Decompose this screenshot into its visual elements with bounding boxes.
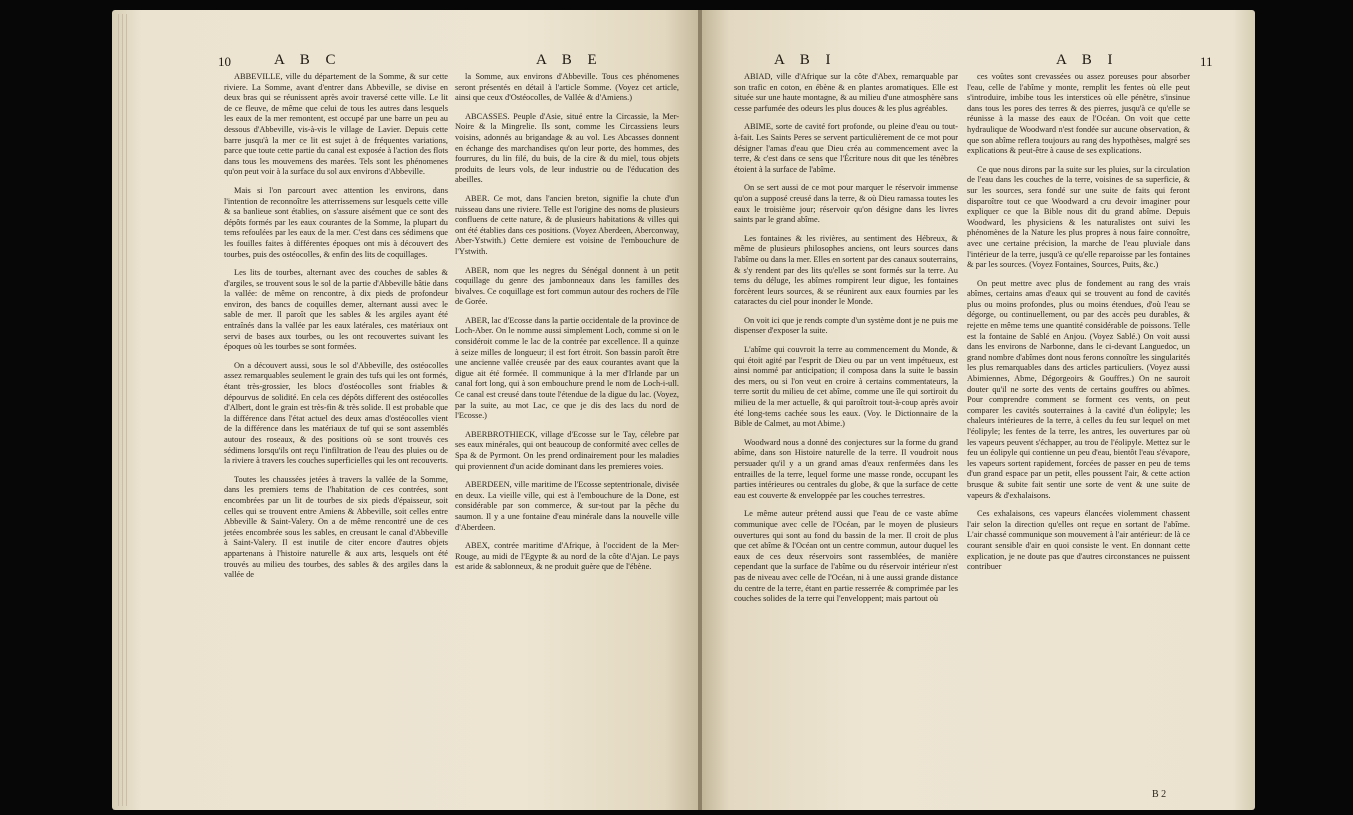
text-column-2 <box>455 72 679 581</box>
entry-text: Mais si l'on parcourt avec attention les environs, dans l'intention de reconnoître les atterrissemens sur lesquels cette ville & sa banlieue sont établies, on s'assure aisément que ce sont des dépôts formés par les eaux courantes de la Somme, la plupart du tems refoulées par les eaux de la mer. C'est dans ces sédimens que les fouilles faites à différentes époques ont mis à découvert des tourbes, puis des ostéocolles, & enfin des lits de coquillages. <box>224 185 448 259</box>
open-book <box>112 10 1255 810</box>
running-header-right: A B E <box>536 52 603 68</box>
article-paragraph <box>224 72 448 178</box>
article-paragraph <box>967 279 1190 501</box>
entry-headword: ABCASSES. <box>465 111 510 121</box>
entry-headword: ABER, <box>465 265 490 275</box>
text-column-1 <box>224 72 448 589</box>
article-paragraph <box>455 266 679 308</box>
article-paragraph <box>734 183 958 225</box>
article-paragraph <box>967 165 1190 271</box>
page-edge <box>122 14 123 806</box>
entry-text: sorte de cavité fort profonde, ou pleine d'eau ou tout-à-fait. Les Saints Peres se servent particulièrement de ce mot pour désigner l'amas d'eau que Dieu créa au commencement avec la terre, & c'est dans ce sens que l'Écriture nous dit que les ténèbres étoient à la surface de l'abîme. <box>734 122 958 174</box>
article-paragraph <box>734 509 958 604</box>
entry-headword: ABIAD, <box>744 72 773 81</box>
article-paragraph <box>967 509 1190 573</box>
entry-headword: ABIME, <box>744 122 774 132</box>
text-column-2 <box>967 72 1190 581</box>
article-paragraph <box>455 194 679 258</box>
entry-text: On peut mettre avec plus de fondement au rang des vrais abîmes, certains amas d'eaux qui se trouvent au fond de cavités plus ou moins profondes, plus ou moins étendues, d'où l'eau se dégorge, ou continuellement, ou par des accès peu durables, & rejette en même tems une quantité considérable de poissons. Telle est la fontaine de Sablé en Anjou. (Voyez Sablé.) On voit aussi dans les environs de Narbonne, dans le ci-devant Languedoc, un grand nombre d'abîmes dont nous ferons connoître les singularités les plus remarquables dans des articles particuliers. (Voyez aussi Abimiennes, Abme, Dégorgeoirs & Gouffres.) On ne sauroit douter qu'il ne sorte des vents de certains gouffres ou abîmes. Pour comprendre comment se forment ces vents, on peut comparer les cavités souterraines à la cavité d'un éolipyle; les chaleurs intérieures de la terre, à celles du feu sur lequel on met l'éolipyle; les fentes de la terre, les antres, les ouvertures par où les vapeurs peuvent s'échapper, au trou de l'éolipyle. Mettez sur le feu un éolipyle qui contienne un peu d'eau, bientôt l'eau s'évapore, les vapeurs sortent rapidement, forcées de passer en peu de tems d'un grand espace par un petit, elles poussent l'air, & cette action brusque & subite fait sentir une sorte de vent & une suite de vapeurs & d'exhalaisons. <box>967 278 1190 500</box>
entry-text: Ce que nous dirons par la suite sur les pluies, sur la circulation de l'eau dans les couches de la terre, voisines de sa superficie, & sur les sources, sera fondé sur une suite de faits qui feront disparoître tout ce que Woodward a cru devoir imaginer pour expliquer ce que la Bible nous dit du grand abîme. Depuis Woodward, les physiciens & les naturalistes ont suivi les phénomènes de la Nature les plus propres à nous faire connoître, avec une certaine précision, la marche de l'eau pluviale dans l'intérieur de la terre, jusqu'à ce qu'elle reparoisse par les fontaines & par les sources. (Voyez Fontaines, Sources, Puits, &c.) <box>967 164 1190 270</box>
article-paragraph <box>455 480 679 533</box>
page-edge <box>118 14 119 806</box>
article-paragraph <box>224 361 448 467</box>
article-paragraph <box>734 122 958 175</box>
entry-text: Le même auteur prétend aussi que l'eau de ce vaste abîme communique avec celle de l'Océan, par le moyen de plusieurs ouvertures qui sont au fond du bassin de la mer. Il croit de plus que cet abîme & l'Océan ont un centre commun, autour duquel les eaux de ces deux réservoirs sont rassemblées, de manière cependant que la surface de l'abîme ou du réservoir intérieur n'est pas de niveau avec celle de l'Océan, ni à une aussi grande distance du centre de la terre, étant en partie resserrée & comprimée par les couches solides de la terre qui l'enveloppent; mais partout où <box>734 509 958 604</box>
entry-text: nom que les negres du Sénégal donnent à un petit coquillage du genre des jambonneaux dans les familles des bivalves. Ce coquillage est fort commun autour des rochers de l'île de Gorée. <box>455 265 679 307</box>
entry-text: la Somme, aux environs d'Abbeville. Tous ces phénomenes seront présentés en détail à l'article Somme. (Voyez cet article, ainsi que ceux d'Ostéocolles, de Vallée & d'Amiens.) <box>455 72 679 103</box>
signature-mark: B 2 <box>1152 789 1167 800</box>
right-page <box>702 10 1255 810</box>
article-paragraph <box>455 430 679 472</box>
entry-headword: ABERDEEN, <box>465 480 512 490</box>
entry-text: Peuple d'Asie, situé entre la Circassie, la Mer-Noire & la Mingrelie. Ils sont, comme les Circassiens leurs voisins, adonnés au brigandage & au vol. Les Abcasses donnent en échange des marchandises qu'on leur porte, des hommes, des fourrures, du lin filé, du buis, de la cire & du miel, tous objets produits de leurs vols, de leur industrie ou de l'éducation des abeilles. <box>455 111 679 185</box>
entry-text: On voit ici que je rends compte d'un système dont je ne puis me dispenser d'exposer la suite. <box>734 315 958 336</box>
article-paragraph <box>455 112 679 186</box>
entry-text: L'abîme qui couvroit la terre au commencement du Monde, & qui étoit agité par l'esprit de Dieu ou par un vent impétueux, est ainsi nommé par anticipation; il composa dans la suite le bassin des mers, ou si l'on veut en croire à certains commentateurs, la terre sortit du milieu de cet abîme, comme une île qui sortiroit du milieu de la mer actuelle, & qui paroîtroit tout-à-coup après avoir été long-tems cachée sous les eaux. (Voy. le Dictionnaire de la Bible de Calmet, au mot Abime.) <box>734 345 958 429</box>
article-paragraph <box>734 345 958 430</box>
article-paragraph <box>967 72 1190 157</box>
article-paragraph <box>224 475 448 581</box>
entry-text: village d'Ecosse sur le Tay, célebre par ses eaux minérales, qui ont beaucoup de conformité avec celles de Spa & de Pyrmont. On les prend ordinairement pour les maladies qui proviennent d'un acide dominant dans les premieres voies. <box>455 429 679 471</box>
entry-text: ville du département de la Somme, & sur cette riviere. La Somme, avant d'entrer dans Abbeville, se divise en deux bras qui se réunissent après avoir traversé cette ville. Le lit de ce fleuve, de même que celui de tous les autres dans lesquels les eaux de la mer remontent, est occupé par une barre un peu au dessous d'Abbeville, vis-à-vis le village de Lavier. Depuis cette barre jusqu'à la mer ce lit est sujet à de fréquentes variations, parce que toute cette partie du canal est exposée à l'action des flots dans tous les mouvemens des marées. Tels sont les phénomenes qu'on peut voir à la surface du sol aux environs d'Abbeville. <box>224 72 448 177</box>
entry-headword: ABBEVILLE, <box>234 72 283 81</box>
entry-text: Ces exhalaisons, ces vapeurs élancées violemment chassent l'air selon la direction qu'elles ont reçue en sortant de l'abîme. L'air chassé communique son mouvement à l'air antérieur: de là ce courant sensible d'air en quoi consiste le vent. En donnant cette explication, je ne doute pas que d'autres circonstances ne puissent contribuer <box>967 509 1191 572</box>
page-edge <box>126 14 127 806</box>
article-paragraph <box>734 72 958 114</box>
entry-text: Woodward nous a donné des conjectures sur la forme du grand abîme, dans son Histoire naturelle de la terre. Il voudroit nous persuader qu'il y a un grand amas d'eaux renfermées dans les entrailles de la terre, lequel forme une masse ronde, occupant les parties intérieures ou centrales du globe, & que la surface de cette eau est couverte & enveloppée par les couches terrestres. <box>734 437 958 500</box>
article-paragraph <box>734 234 958 308</box>
page-number: 11 <box>1200 54 1213 69</box>
entry-text: ville d'Afrique sur la côte d'Abex, remarquable par son trafic en coton, en ébène & en plantes aromatiques. Elle est située sur une haute montagne, & au milieu d'une atmosphère sans cesse parfumée des odeurs les plus douces & les plus agréables. <box>734 72 958 113</box>
page-number: 10 <box>218 54 231 69</box>
article-paragraph <box>224 268 448 353</box>
entry-headword: ABER. <box>465 193 490 203</box>
article-paragraph <box>455 541 679 573</box>
entry-text: On a découvert aussi, sous le sol d'Abbeville, des ostéocolles assez remarquables seulement le grain des tufs qui les ont formés, étant très-grossier, les blocs d'ostéocolles sont friables & dépourvus de solidité. En cela ces dépôts different des ostéocolles d'Albert, dont le grain est très-fin & très solide. Il est probable que la différence dans l'état actuel des deux amas d'ostéocolles vient de la différence dans les matériaux de tuf qui se sont assemblés autour des roseaux, & des positions où se sont trouvés ces sédimens lorsqu'ils ont reçu l'infiltration de l'eau des pluies ou de la riviere à travers les couches superficielles qui les ont recouverts. <box>224 360 448 466</box>
entry-headword: ABEX, <box>465 541 490 551</box>
left-page <box>112 10 700 810</box>
text-column-1 <box>734 72 958 613</box>
entry-text: ces voûtes sont crevassées ou assez poreuses pour absorber l'eau, celle de l'abîme y monte, remplit les fentes où elle peut s'introduire, imbibe tous les interstices où elle pénètre, s'insinue dans tous les pores des terres & des pierres, jusqu'à ce qu'elle se réunisse à la masse des eaux de l'Océan. On voit que cette hydraulique de Woodward n'est fondée sur aucune observation, & que son abîme reflera toujours au rang des hypothèses, malgré ses explications & peut-être à cause de ses explications. <box>967 72 1190 156</box>
entry-text: Ce mot, dans l'ancien breton, signifie la chute d'un ruisseau dans une riviere. Telle est l'origine des noms de plusieurs confluens de cette nature, & de plusieurs habitations & villes qui ont été établies dans ces positions. (Voyez Aberdeen, Aberconway, Aber-Ystwith.) Cette derniere est voisine de l'embouchure de l'Ystwith. <box>455 193 679 256</box>
article-paragraph <box>224 186 448 260</box>
entry-text: contrée maritime d'Afrique, à l'occident de la Mer-Rouge, au midi de l'Egypte & au nord de la côte d'Ajan. Le pays est aride & sablonneux, & ne produit guère que de l'ébène. <box>455 541 679 572</box>
entry-headword: ABERBROTHIECK, <box>465 429 538 439</box>
entry-text: Les lits de tourbes, alternant avec des couches de sables & d'argiles, se trouvent sous le sol de la partie d'Abbeville bâtie dans la vallée: de même on rencontre, à dix pieds de profondeur environ, des bancs de coquilles demer, alternant aussi avec le sable de mer. Il paroît que les sables & les argiles ayant été entraînés dans la vallée par les eaux latérales, ces matériaux ont servi de bases aux tourbes, ou les ont recouvertes suivant les époques où les tourbes se sont formées. <box>224 268 448 352</box>
running-header-right: A B I <box>1056 52 1119 68</box>
entry-text: ville maritime de l'Ecosse septentrionale, divisée en deux. La vieille ville, qui est à l'embouchure de la Done, est considérable par son commerce, & sur-tout par la pêche du saumon. Il y a une fontaine d'eau minérale dans la nouvelle ville d'Aberdeen. <box>455 480 679 532</box>
article-paragraph <box>455 72 679 104</box>
entry-text: On se sert aussi de ce mot pour marquer le réservoir immense qu'on a supposé creusé dans la terre, & où Dieu ramassa toutes les eaux le troisième jour; réservoir qu'on désigne dans les livres saints par le grand abîme. <box>734 183 958 225</box>
article-paragraph <box>734 438 958 502</box>
entry-text: lac d'Ecosse dans la partie occidentale de la province de Loch-Aber. On le nomme aussi simplement Loch, comme si on le considéroit comme le lac de la contrée par excellence. Il a quinze à seize milles de longueur; il est fort étroit. Son bassin paroît être une ancienne vallée creusée par des eaux courantes avant que la digue ait été formée. Il communique à la mer d'Irlande par un canal fort long, qui à son embouchure prend le nom de Loch-i-ull. Ce canal est creusé dans toute l'étendue de la digue du lac. (Voyez, par la suite, au mot Lac, ce que je dis des lacs du nord de l'Ecosse.) <box>455 315 679 421</box>
article-paragraph <box>455 316 679 422</box>
running-header-left: A B I <box>774 52 837 68</box>
entry-text: Les fontaines & les rivières, au sentiment des Hébreux, & même de plusieurs philosophes anciens, ont leurs sources dans l'abîme ou dans la mer. Elles en sortent par des canaux souterrains, & s'y rendent par des lits qu'elles se sont formés sur la terre. Au tems du déluge, les abîmes rompirent leur digue, les fontaines forcèrent leurs sources, & se réunirent aux eaux fournies par les cataractes du ciel pour inonder le Monde. <box>734 233 958 307</box>
entry-headword: ABER, <box>465 315 490 325</box>
article-paragraph <box>734 316 958 337</box>
running-header-left: A B C <box>274 52 342 68</box>
entry-text: Toutes les chaussées jetées à travers la vallée de la Somme, dans les premiers tems de l'habitation de ces contrées, sont encombrées par un lit de tourbes de six pieds d'épaisseur, soit celles qui se trouvent entre Amiens & Abbeville, soit celles entre Abbeville & Saint-Valery. On a de même rencontré une de ces jetées encombrée sous les sables, en creusant le canal d'Abbeville à Saint-Valery. Il est inutile de citer encore d'autres objets appartenans à l'histoire naturelle & aux arts, lesquels ont été trouvés au milieu des tourbes, des sables & des argiles dans la vallée de <box>224 474 448 580</box>
